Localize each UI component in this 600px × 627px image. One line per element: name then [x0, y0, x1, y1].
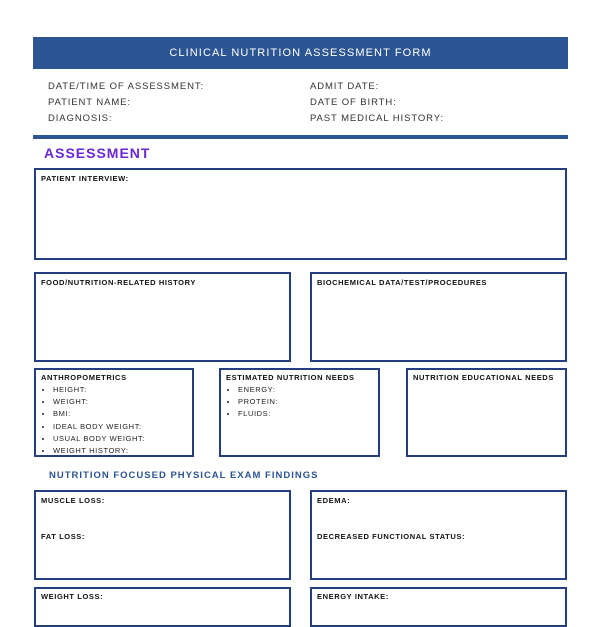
- physical-exam-heading: NUTRITION FOCUSED PHYSICAL EXAM FINDINGS: [49, 470, 319, 481]
- edema-label: EDEMA:: [317, 496, 351, 505]
- estimated-needs-box[interactable]: [219, 368, 380, 457]
- educational-needs-label: NUTRITION EDUCATIONAL NEEDS: [413, 373, 554, 382]
- list-item: • FLUIDS:: [238, 408, 278, 420]
- form-title: CLINICAL NUTRITION ASSESSMENT FORM: [33, 37, 568, 69]
- admit-date-label: ADMIT DATE:: [310, 81, 380, 92]
- patient-name-label: PATIENT NAME:: [48, 97, 131, 108]
- weight-loss-label: WEIGHT LOSS:: [41, 592, 104, 601]
- anthropometrics-list: [41, 384, 145, 457]
- decreased-functional-status-label: DECREASED FUNCTIONAL STATUS:: [317, 532, 466, 541]
- patient-interview-label: PATIENT INTERVIEW:: [41, 174, 129, 183]
- educational-needs-box[interactable]: [406, 368, 567, 457]
- estimated-needs-label: ESTIMATED NUTRITION NEEDS: [226, 373, 355, 382]
- list-item: • IDEAL BODY WEIGHT:: [53, 421, 145, 433]
- muscle-loss-label: MUSCLE LOSS:: [41, 496, 105, 505]
- section-divider: [33, 135, 568, 139]
- assessment-heading: ASSESSMENT: [44, 145, 151, 161]
- past-medical-history-label: PAST MEDICAL HISTORY:: [310, 113, 444, 124]
- food-history-label: FOOD/NUTRITION-RELATED HISTORY: [41, 278, 196, 287]
- list-item: • WEIGHT:: [53, 396, 145, 408]
- list-item: • ENERGY:: [238, 384, 278, 396]
- date-time-label: DATE/TIME OF ASSESSMENT:: [48, 81, 205, 92]
- date-of-birth-label: DATE OF BIRTH:: [310, 97, 397, 108]
- energy-intake-label: ENERGY INTAKE:: [317, 592, 389, 601]
- list-item: • HEIGHT:: [53, 384, 145, 396]
- anthropometrics-box[interactable]: [34, 368, 194, 457]
- energy-intake-box[interactable]: [310, 587, 567, 627]
- patient-interview-box[interactable]: [34, 168, 567, 260]
- list-item: • BMI:: [53, 408, 145, 420]
- list-item: • USUAL BODY WEIGHT:: [53, 433, 145, 445]
- muscle-fat-loss-box[interactable]: [34, 490, 291, 580]
- biochemical-label: BIOCHEMICAL DATA/TEST/PROCEDURES: [317, 278, 488, 287]
- list-item: • WEIGHT HISTORY:: [53, 445, 145, 457]
- estimated-needs-list: [226, 384, 278, 421]
- biochemical-box[interactable]: [310, 272, 567, 362]
- fat-loss-label: FAT LOSS:: [41, 532, 86, 541]
- edema-functional-box[interactable]: [310, 490, 567, 580]
- diagnosis-label: DIAGNOSIS:: [48, 113, 113, 124]
- anthropometrics-label: ANTHROPOMETRICS: [41, 373, 127, 382]
- weight-loss-box[interactable]: [34, 587, 291, 627]
- list-item: • PROTEIN:: [238, 396, 278, 408]
- food-history-box[interactable]: [34, 272, 291, 362]
